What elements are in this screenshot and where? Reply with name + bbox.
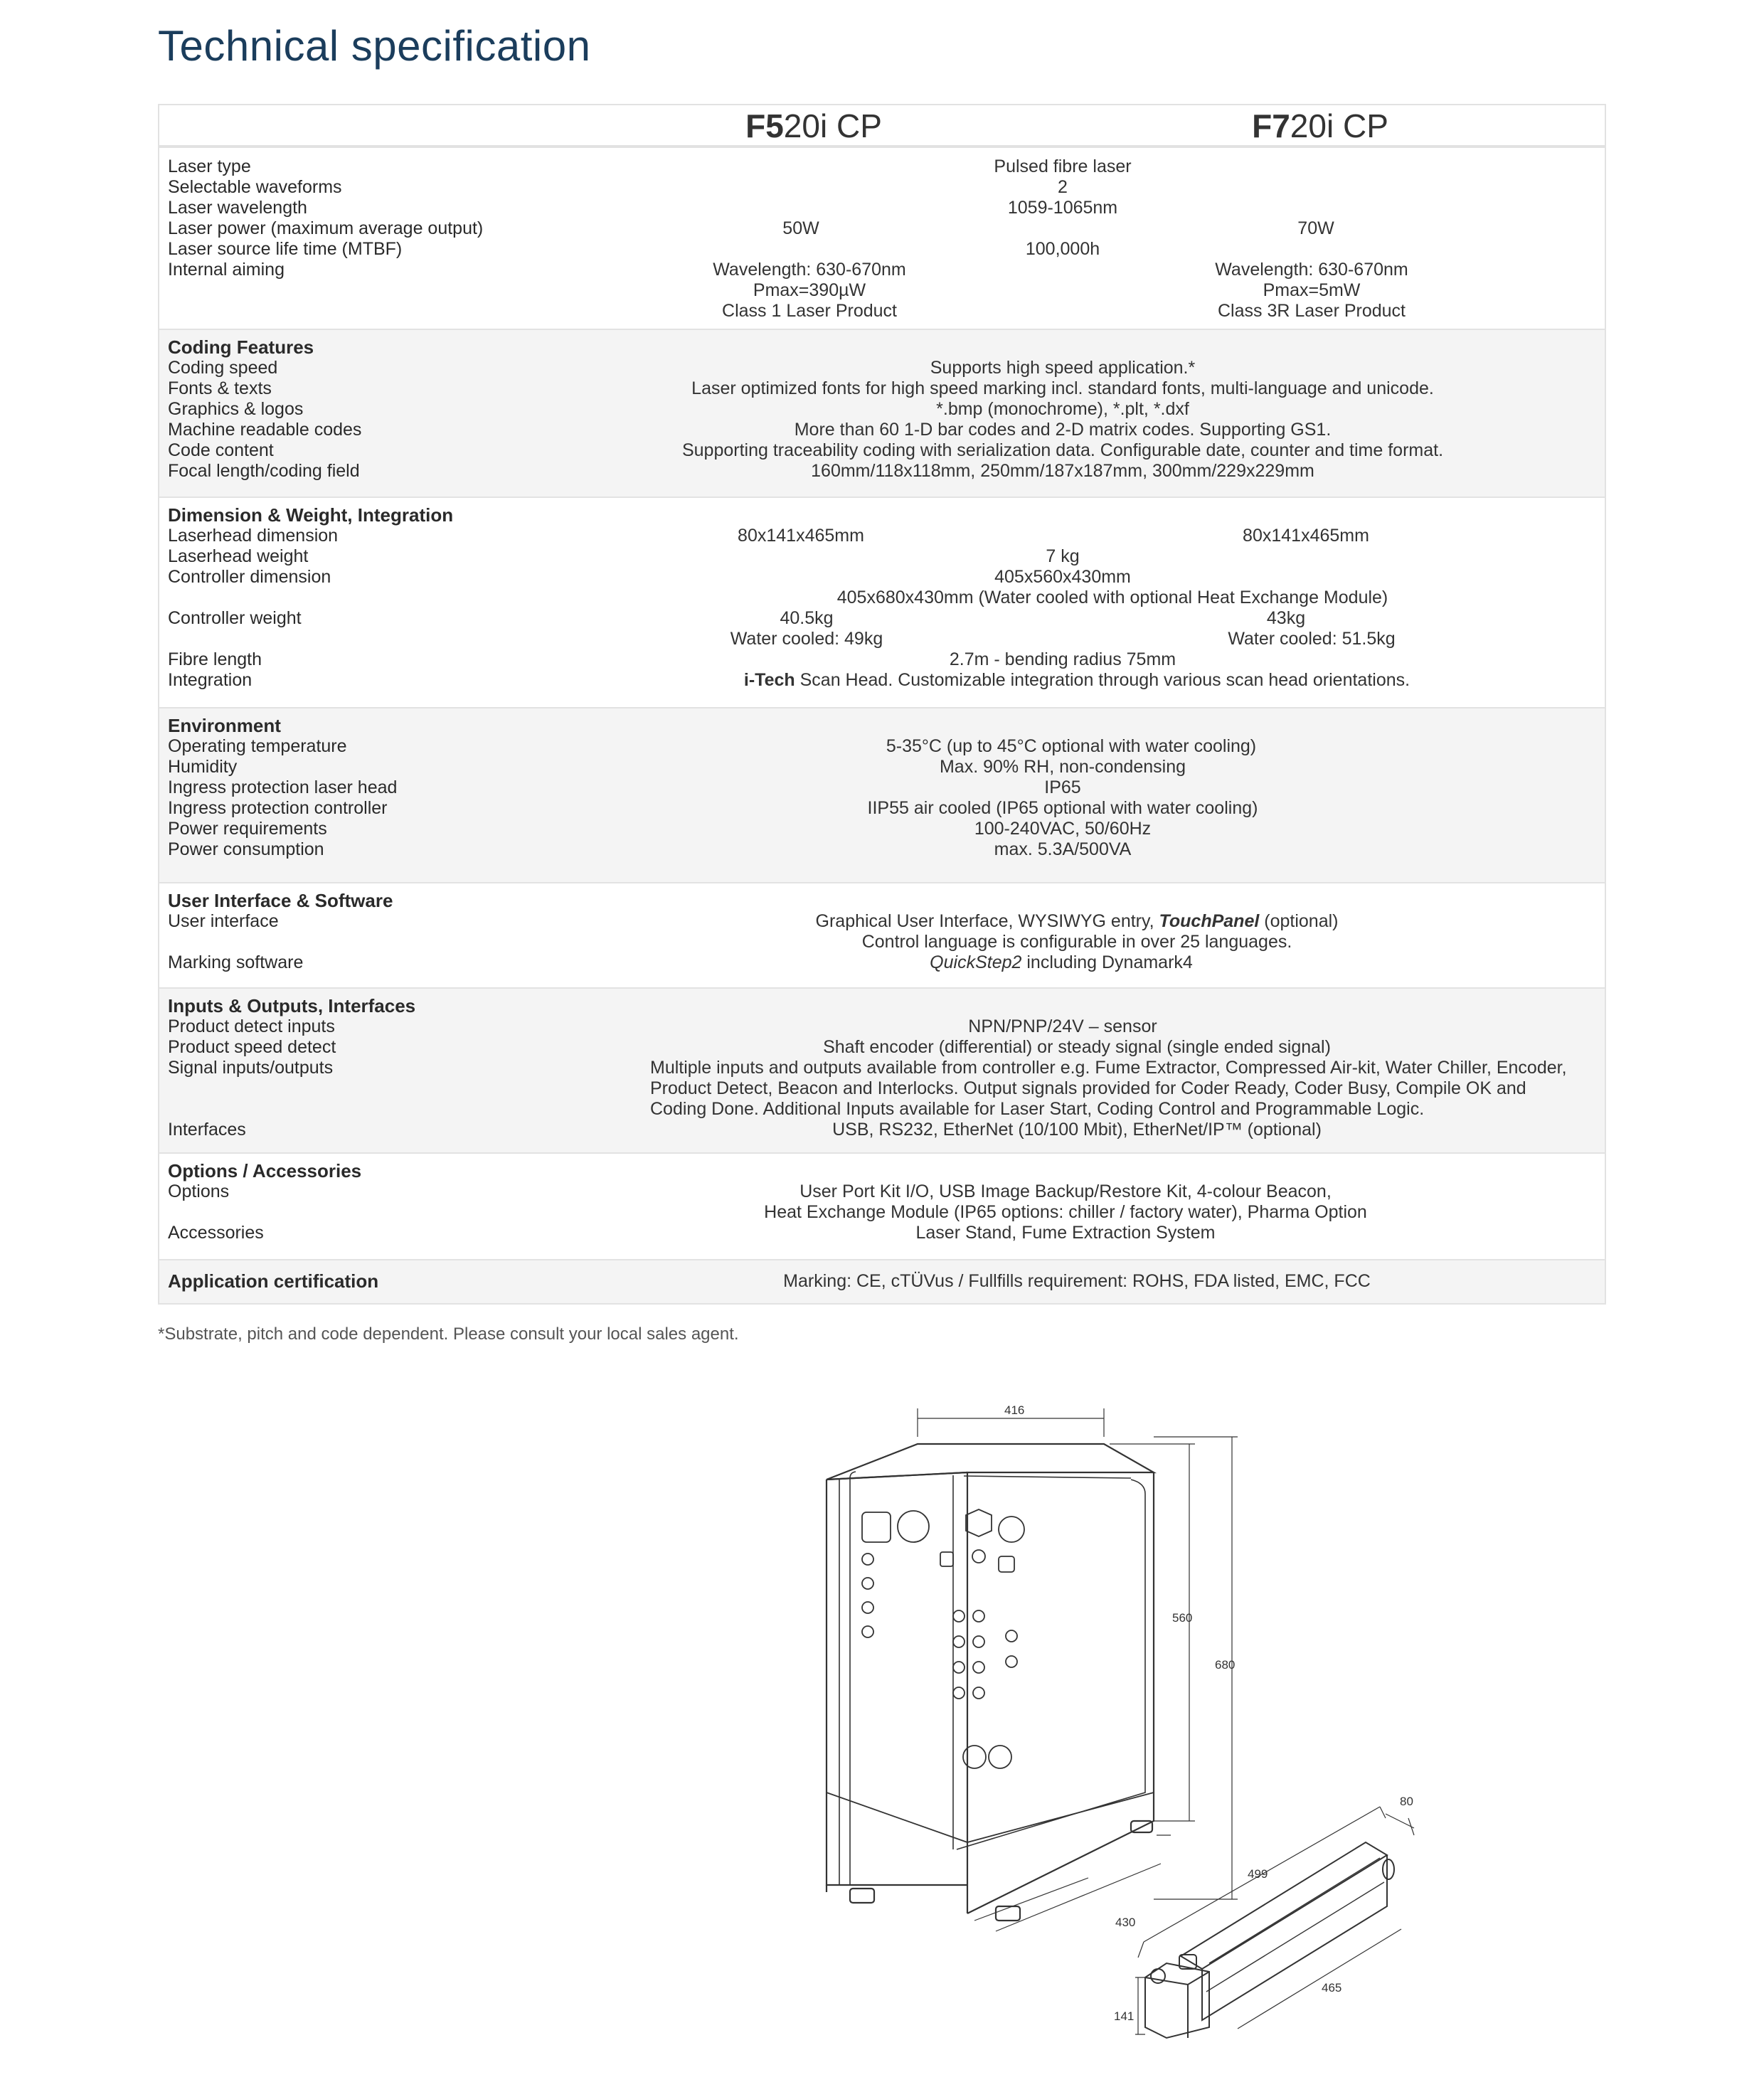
laser-head-dimension-lines: [1135, 1807, 1414, 2034]
spec-label: Fibre length: [168, 649, 262, 669]
page-title: Technical specification: [158, 22, 591, 70]
spec-value: 2.7m - bending radius 75mm: [949, 649, 1176, 669]
spec-label: Laser type: [168, 156, 251, 176]
ui-text: (optional): [1259, 911, 1339, 931]
software-text: including Dynamark4: [1021, 952, 1193, 972]
spec-value: Heat Exchange Module (IP65 options: chiller / factory water), Pharma Option: [764, 1202, 1367, 1222]
spec-value: 2: [1058, 177, 1068, 197]
dimension-drawing: [782, 1394, 1494, 2070]
controller-dimension-lines: [918, 1408, 1238, 1931]
spec-label: Ingress protection laser head: [168, 777, 398, 797]
spec-value: [744, 670, 1410, 691]
spec-label: Product speed detect: [168, 1037, 336, 1057]
dim-label: 141: [1114, 2009, 1135, 2023]
spec-value: NPN/PNP/24V – sensor: [968, 1016, 1157, 1036]
spec-label: Fonts & texts: [168, 378, 272, 398]
dim-label: 430: [1115, 1916, 1136, 1929]
spec-label: Integration: [168, 670, 253, 690]
spec-value: 43kg: [1266, 608, 1306, 628]
spec-label: Ingress protection controller: [168, 798, 388, 818]
section-heading: Inputs & Outputs, Interfaces: [168, 995, 416, 1016]
spec-label: Power requirements: [168, 819, 327, 839]
spec-value: Supporting traceability coding with serialization data. Configurable date, counter and time format.: [681, 440, 1444, 460]
section-coding: [159, 329, 1605, 496]
spec-label: Marking software: [168, 952, 304, 972]
section-heading: Environment: [168, 715, 281, 736]
section-heading: Application certification: [168, 1270, 379, 1292]
spec-label: Laser power (maximum average output): [168, 218, 484, 238]
dim-label: 80: [1400, 1795, 1413, 1808]
spec-label: Interfaces: [168, 1120, 246, 1140]
model-header: [159, 105, 1605, 147]
section-heading: User Interface & Software: [168, 890, 393, 911]
footnote: *Substrate, pitch and code dependent. Please consult your local sales agent.: [158, 1324, 739, 1344]
laser-head: [1145, 1842, 1394, 2038]
spec-value: More than 60 1-D bar codes and 2-D matrix codes. Supporting GS1.: [794, 420, 1332, 440]
dim-label: 499: [1248, 1867, 1268, 1881]
dim-label: 416: [1004, 1403, 1025, 1417]
integration-text: Scan Head. Customizable integration through various scan head orientations.: [795, 670, 1410, 690]
spec-label: Graphics & logos: [168, 399, 304, 419]
spec-value: Laser optimized fonts for high speed marking incl. standard fonts, multi-language and unicode.: [691, 378, 1434, 398]
spec-value: Pmax=390µW: [753, 280, 866, 300]
spec-value: Marking: CE, cTÜVus / Fullfills requirement: ROHS, FDA listed, EMC, FCC: [783, 1271, 1371, 1291]
spec-value: Class 1 Laser Product: [722, 301, 897, 321]
section-environment: [159, 707, 1605, 882]
section-dimension: [159, 496, 1605, 707]
spec-label: Laser source life time (MTBF): [168, 239, 403, 259]
spec-value: Wavelength: 630-670nm: [1215, 260, 1408, 280]
spec-value: 100,000h: [1025, 239, 1100, 259]
spec-label: Coding speed: [168, 358, 278, 378]
spec-value: Water cooled: 49kg: [730, 629, 883, 649]
spec-value: Product Detect, Beacon and Interlocks. Output signals provided for Coder Ready, Coder Busy, Compile OK and: [650, 1078, 1526, 1098]
spec-label: Internal aiming: [168, 260, 285, 280]
spec-label: Options: [168, 1181, 230, 1201]
spec-value: Supports high speed application.*: [930, 358, 1196, 378]
spec-value: [930, 952, 1193, 973]
section-heading: Options / Accessories: [168, 1160, 362, 1181]
spec-value: Class 3R Laser Product: [1217, 301, 1406, 321]
spec-value: Laser Stand, Fume Extraction System: [915, 1223, 1216, 1243]
spec-value: IIP55 air cooled (IP65 optional with water cooling): [867, 798, 1258, 818]
model-f7: F720i CP: [1252, 107, 1388, 144]
spec-label: Accessories: [168, 1223, 264, 1243]
spec-label: Focal length/coding field: [168, 461, 360, 481]
spec-table: [158, 104, 1606, 1305]
section-heading: Coding Features: [168, 336, 314, 358]
spec-label: Controller dimension: [168, 567, 331, 587]
spec-value: 5-35°C (up to 45°C optional with water cooling): [886, 736, 1257, 756]
spec-value: *.bmp (monochrome), *.plt, *.dxf: [936, 399, 1189, 419]
spec-label: Controller weight: [168, 608, 302, 628]
spec-value: Wavelength: 630-670nm: [713, 260, 906, 280]
touchpanel-brand: TouchPanel: [1159, 911, 1260, 931]
spec-value: 7 kg: [1046, 546, 1080, 566]
spec-value: Water cooled: 51.5kg: [1228, 629, 1396, 649]
spec-value: USB, RS232, EtherNet (10/100 Mbit), EtherNet/IP™ (optional): [832, 1120, 1322, 1140]
spec-value: 80x141x465mm: [1243, 526, 1369, 546]
spec-value: 70W: [1297, 218, 1334, 238]
spec-label: Power consumption: [168, 839, 324, 859]
spec-value: Shaft encoder (differential) or steady signal (single ended signal): [823, 1037, 1331, 1057]
section-user-interface: [159, 882, 1605, 987]
spec-value: Pulsed fibre laser: [994, 156, 1132, 176]
spec-label: Machine readable codes: [168, 420, 362, 440]
ui-text: Graphical User Interface, WYSIWYG entry,: [815, 911, 1159, 931]
dim-label: 465: [1322, 1981, 1342, 1995]
spec-value: Control language is configurable in over 25 languages.: [861, 932, 1292, 952]
spec-label: Laserhead dimension: [168, 526, 339, 546]
spec-value: 405x680x430mm (Water cooled with optional Heat Exchange Module): [836, 588, 1388, 607]
spec-value: 40.5kg: [780, 608, 834, 628]
spec-value: 100-240VAC, 50/60Hz: [974, 819, 1152, 839]
spec-value: User Port Kit I/O, USB Image Backup/Restore Kit, 4-colour Beacon,: [799, 1181, 1332, 1201]
section-heading: Dimension & Weight, Integration: [168, 504, 454, 526]
controller-connectors: [862, 1509, 1024, 1768]
spec-value: 160mm/118x118mm, 250mm/187x187mm, 300mm/229x229mm: [811, 461, 1314, 481]
spec-label: Laser wavelength: [168, 198, 307, 218]
dim-label: 680: [1215, 1658, 1236, 1672]
section-laser: [159, 147, 1605, 329]
controller-cabinet: [827, 1444, 1154, 1921]
section-io: [159, 987, 1605, 1152]
dim-label: 560: [1172, 1611, 1193, 1625]
spec-value: 80x141x465mm: [738, 526, 864, 546]
spec-value: [816, 911, 1339, 932]
spec-label: Code content: [168, 440, 274, 460]
spec-value: 1059-1065nm: [1007, 198, 1118, 218]
spec-value: Coding Done. Additional Inputs available for Laser Start, Coding Control and Programmable Logic.: [650, 1099, 1425, 1119]
spec-label: Product detect inputs: [168, 1016, 335, 1036]
spec-value: Pmax=5mW: [1263, 280, 1361, 300]
section-options: [159, 1152, 1605, 1259]
spec-label: Laserhead weight: [168, 546, 309, 566]
spec-label: Operating temperature: [168, 736, 347, 756]
spec-value: IP65: [1044, 777, 1081, 797]
spec-label: Signal inputs/outputs: [168, 1058, 334, 1078]
integration-brand: i-Tech: [743, 670, 795, 690]
spec-value: max. 5.3A/500VA: [994, 839, 1132, 859]
spec-value: 50W: [782, 218, 819, 238]
section-certification: [159, 1259, 1605, 1303]
spec-value: Max. 90% RH, non-condensing: [939, 757, 1186, 777]
spec-value: Multiple inputs and outputs available from controller e.g. Fume Extractor, Compressed Air-kit, Water Chiller, Encoder,: [650, 1058, 1567, 1078]
model-f5: F520i CP: [745, 107, 882, 144]
spec-label: User interface: [168, 911, 279, 931]
spec-label: Selectable waveforms: [168, 177, 342, 197]
software-brand: QuickStep2: [930, 952, 1022, 972]
spec-value: 405x560x430mm: [994, 567, 1131, 587]
spec-label: Humidity: [168, 757, 238, 777]
